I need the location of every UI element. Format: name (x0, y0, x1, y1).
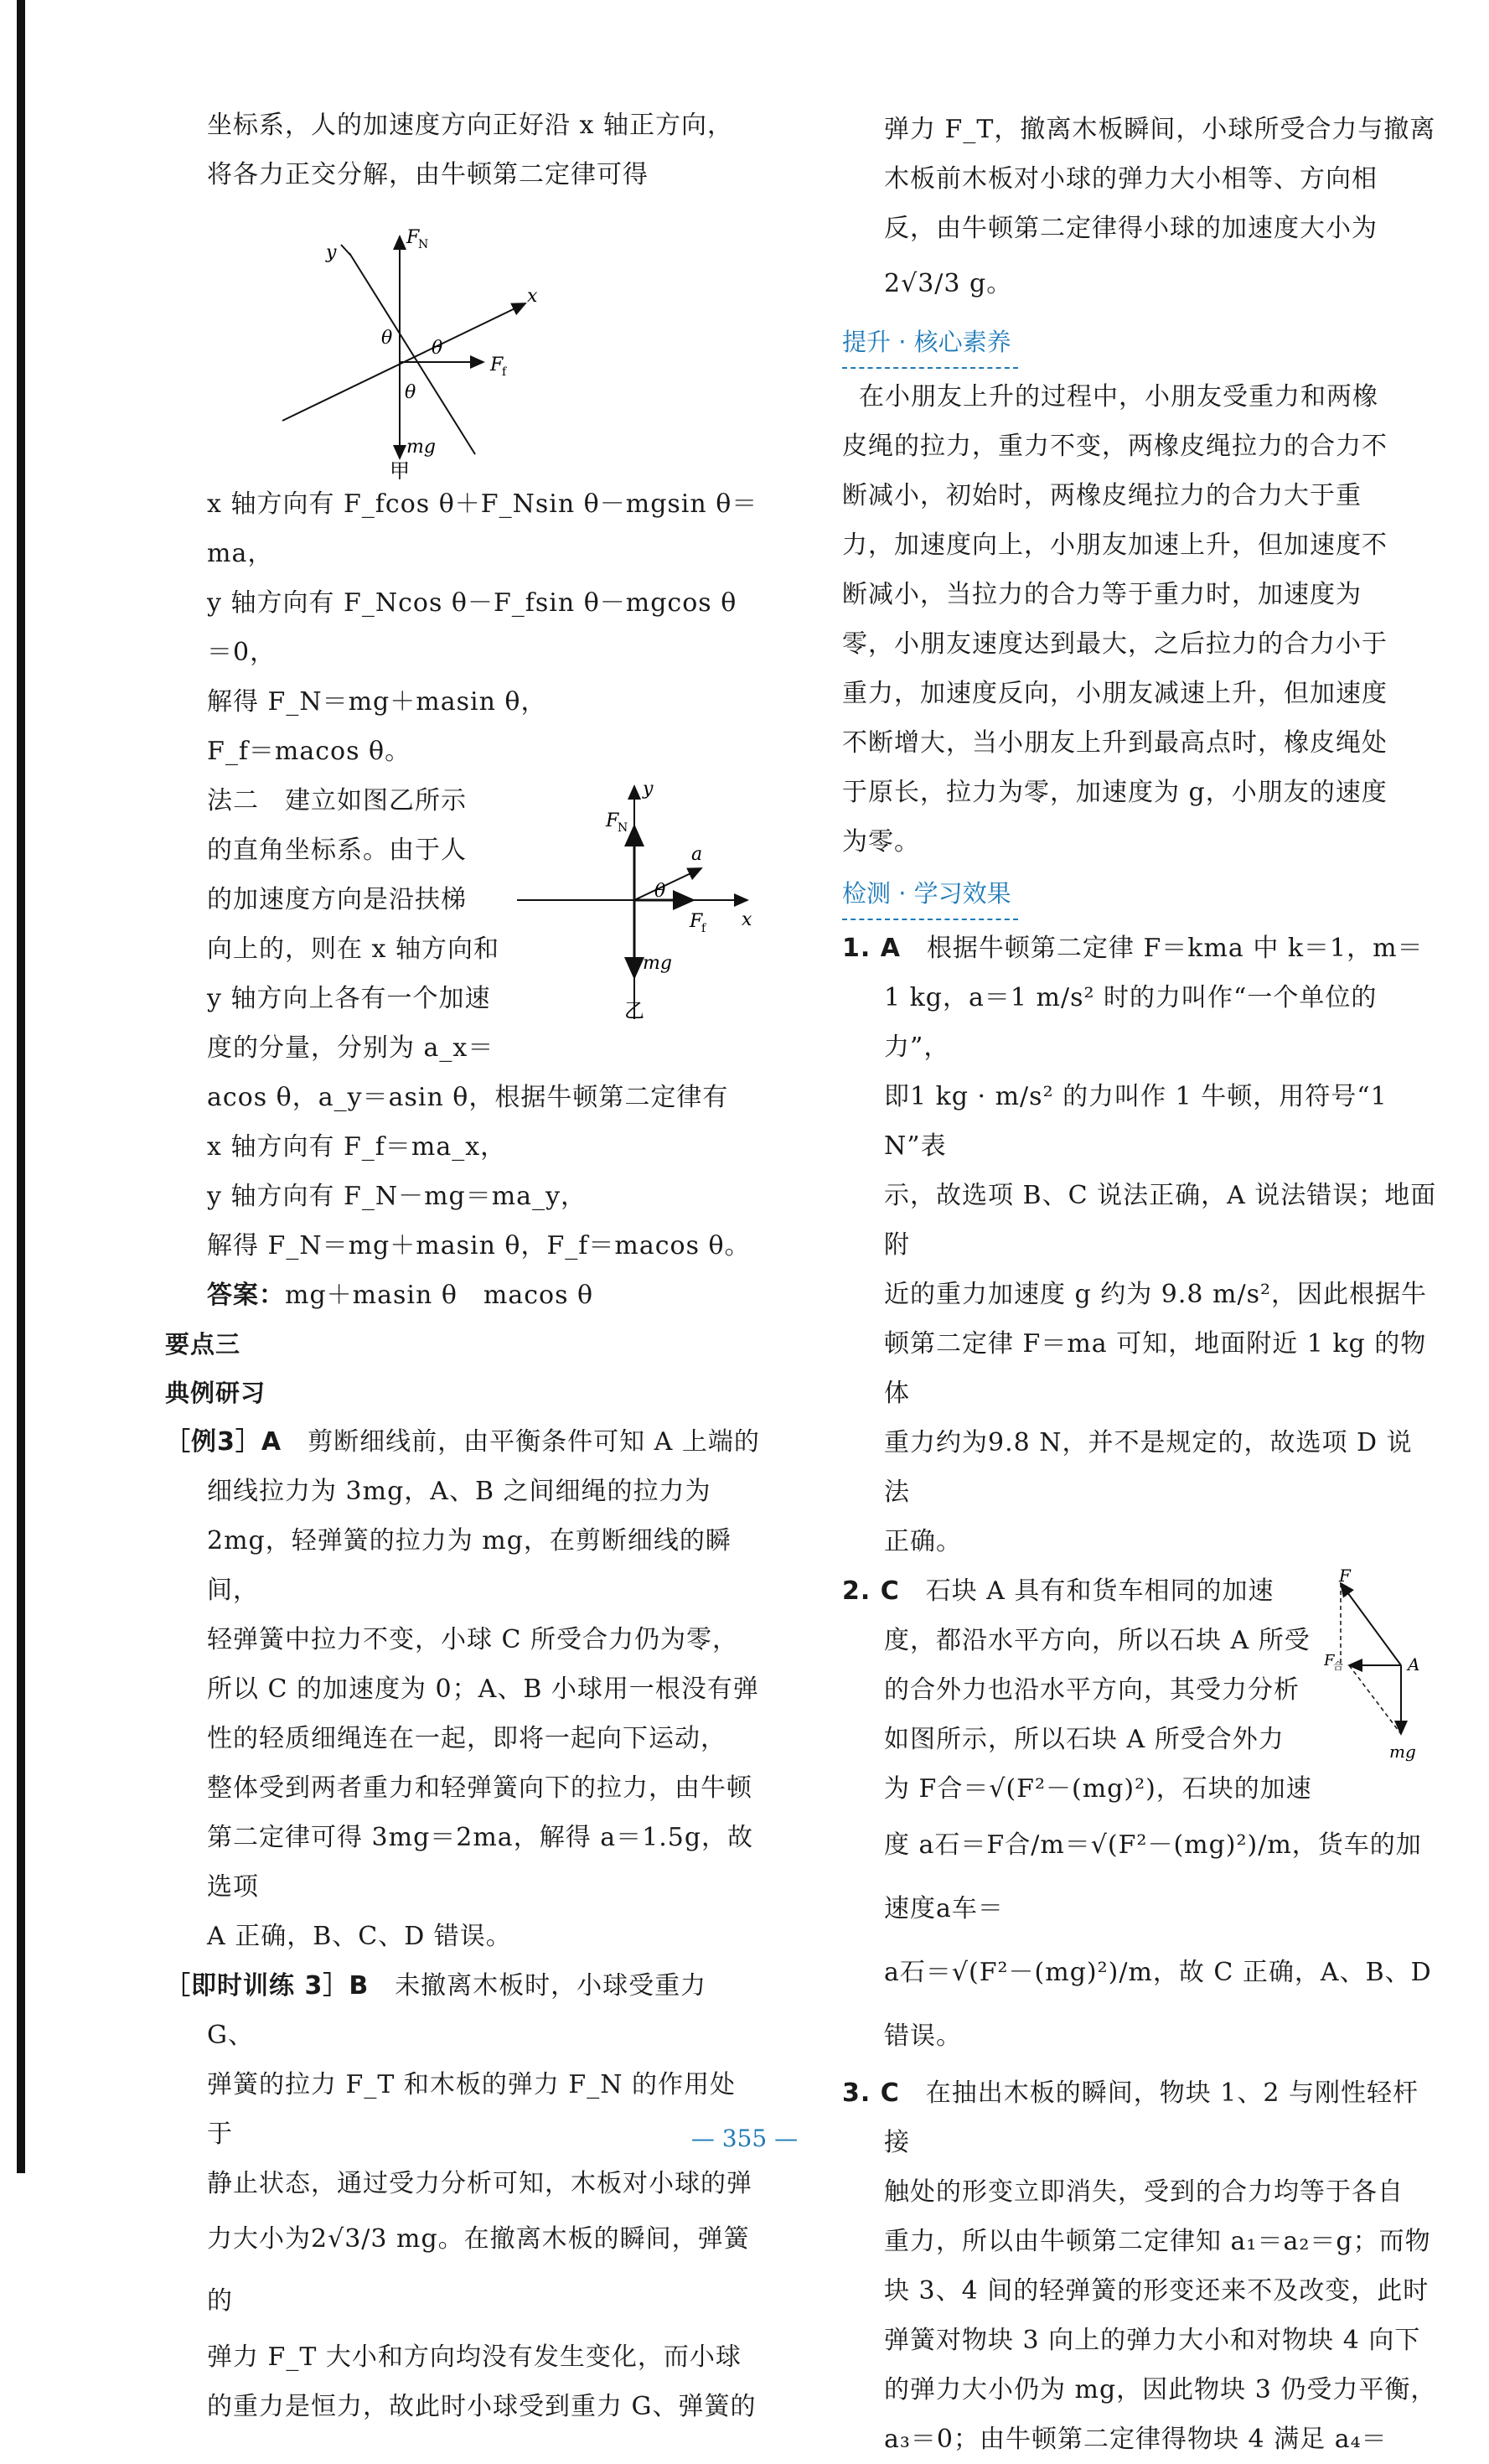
text-line: 在小朋友上升的过程中，小朋友受重力和两橡 (859, 382, 1378, 412)
text-line: 触处的形变立即消失，受到的合力均等于各自 (884, 2177, 1404, 2207)
text-line: 重力，所以由牛顿第二定律知 a₁＝a₂＝g；而物 (884, 2227, 1431, 2256)
text-line: 的合外力也沿水平方向，其受力分析 (884, 1675, 1300, 1705)
axis-y-label: y (643, 779, 654, 800)
theta-label: θ (654, 881, 666, 902)
text-line: 零，小朋友速度达到最大，之后拉力的合力小于 (842, 629, 1388, 659)
text-line: 示，故选项 B、C 说法正确，A 说法错误；地面附 (884, 1181, 1437, 1260)
figure-caption: 乙 (624, 999, 644, 1022)
section-subheading: 典例研习 (165, 1379, 266, 1407)
answer-label: 答案： (207, 1281, 285, 1310)
text-line: 轻弹簧中拉力不变，小球 C 所受合力仍为零， (207, 1625, 739, 1654)
text-line: 剪断细线前，由平衡条件可知 A 上端的 (308, 1427, 760, 1457)
fn-sub: N (618, 821, 628, 835)
axis-x-label: x (527, 286, 538, 307)
text-line: 即1 kg · m/s² 的力叫作 1 牛顿，用符号“1 N”表 (884, 1082, 1388, 1161)
text-line: 重力约为9.8 N，并不是规定的，故选项 D 说法 (884, 1428, 1413, 1507)
f-label: F (1339, 1566, 1351, 1586)
question-2-block (842, 1566, 1437, 1814)
equation-line: 解得 F_N＝mg＋masin θ，F_f＝macos θ。 (207, 1231, 751, 1260)
text-line: 为零。 (842, 827, 920, 857)
text-line: 于原长，拉力为零，加速度为 g，小朋友的速度 (842, 778, 1388, 807)
section-title-core-literacy: 提升 · 核心素养 (842, 317, 1018, 369)
fn-sub: N (418, 238, 429, 251)
text-line: y 轴方向上各有一个加速 (207, 984, 491, 1013)
text-line: 坐标系，人的加速度方向正好沿 x 轴正方向， (207, 111, 733, 140)
left-column (165, 101, 760, 2431)
text-line: 如图所示，所以石块 A 所受合外力 (884, 1725, 1285, 1754)
text-line: 的弹力大小仍为 mg，因此物块 3 仍受力平衡， (884, 2375, 1437, 2404)
ff-label: F (490, 355, 504, 375)
text-line: A 正确，B、C、D 错误。 (207, 1922, 512, 1951)
text-fragment: 力大小为 (207, 2224, 311, 2254)
fraction-text: 2√3/3 mg。在撤离木板的瞬间，弹簧的 (207, 2224, 750, 2316)
equation-line: 解得 F_N＝mg＋masin θ， (207, 687, 547, 717)
text-line: 第二定律可得 3mg＝2ma，解得 a＝1.5g，故选项 (207, 1823, 754, 1902)
text-line: 静止状态，通过受力分析可知，木板对小球的弹 (207, 2169, 752, 2198)
text-line: 性的轻质细绳连在一起，即将一起向下运动， (207, 1724, 726, 1753)
text-line: 弹簧对物块 3 向上的弹力大小和对物块 4 向下 (884, 2326, 1421, 2355)
training-tag: ［即时训练 3］B (165, 1971, 370, 2001)
equation-line: y 轴方向有 F_N－mg＝ma_y， (207, 1182, 587, 1211)
text-line: 度 a石＝F合/m＝√(F²－(mg)²)/m，货车的加速度a车＝ (884, 1830, 1422, 1923)
text-line: 重力，加速度反向，小朋友减速上升，但加速度 (842, 679, 1388, 708)
equation-line: x 轴方向有 F_fcos θ＋F_Nsin θ－mgsin θ＝ma， (207, 489, 758, 568)
text-line: 不断增大，当小朋友上升到最高点时，橡皮绳处 (842, 728, 1388, 758)
text-line (165, 2208, 760, 2332)
text-line: 向上的，则在 x 轴方向和 (207, 934, 499, 964)
ff-label: F (690, 911, 703, 932)
text-line: 正确。 (884, 1527, 962, 1556)
text-line: 木板前木板对小球的弹力大小相等、方向相 (884, 164, 1378, 194)
fhe-label: F (1324, 1652, 1335, 1669)
ff-sub: f (701, 922, 706, 935)
question-tag: 2. C (842, 1576, 900, 1606)
text-line: 近的重力加速度 g 约为 9.8 m/s²，因此根据牛 (884, 1280, 1428, 1309)
figure-caption: 甲 (390, 459, 410, 479)
text-line: 在抽出木板的瞬间，物块 1、2 与刚性轻杆接 (884, 2078, 1419, 2157)
right-column (842, 105, 1437, 2464)
text-line: 法二 建立如图乙所示 (207, 786, 467, 815)
text-line: 2√3/3 g。 (884, 269, 1013, 298)
mg-label: mg (1389, 1742, 1416, 1762)
force-diagram-jia (266, 203, 584, 479)
text-line: 皮绳的拉力，重力不变，两橡皮绳拉力的合力不 (842, 432, 1388, 461)
text-line: 为 F合＝√(F²－(mg)²)，石块的加速 (884, 1774, 1312, 1804)
text-line: 的加速度方向是沿扶梯 (207, 885, 467, 914)
equation-line: x 轴方向有 F_f＝ma_x， (207, 1132, 507, 1162)
text-line: 根据牛顿第二定律 F＝kma 中 k＝1，m＝ (926, 934, 1424, 963)
text-line: 细线拉力为 3mg，A、B 之间细绳的拉力为 (207, 1477, 711, 1506)
fhe-sub: 合 (1333, 1660, 1344, 1672)
method-two-block (165, 776, 760, 1073)
mg-label: mg (643, 953, 672, 974)
text-line: 石块 A 具有和货车相同的加速 (925, 1576, 1274, 1606)
equation-line: y 轴方向有 F_Ncos θ－F_fsin θ－mgcos θ＝0， (207, 588, 737, 667)
equation-line: F_f＝macos θ。 (207, 737, 411, 766)
question-tag: 1. A (842, 934, 901, 963)
axis-y-label: y (326, 242, 337, 263)
text-line: 的直角坐标系。由于人 (207, 836, 467, 865)
text-line: 2mg，轻弹簧的拉力为 mg，在剪断细线的瞬间， (207, 1526, 732, 1605)
left-edge-bar (17, 0, 25, 2173)
text-line: 弹簧的拉力 F_T 和木板的弹力 F_N 的作用处于 (207, 2070, 737, 2149)
section-heading: 要点三 (165, 1330, 241, 1359)
text-line: 所以 C 的加速度为 0；A、B 小球用一根没有弹 (207, 1675, 759, 1704)
example-tag: ［例3］A (165, 1427, 282, 1457)
mg-label: mg (406, 437, 436, 458)
text-line: 度，都沿水平方向，所以石块 A 所受 (884, 1626, 1311, 1655)
question-line (842, 924, 1437, 973)
text-line: a₃＝0；由牛顿第二定律得物块 4 满足 a₄＝ (884, 2425, 1388, 2454)
fn-label: F (606, 810, 619, 831)
question-line (842, 2068, 1437, 2167)
theta-label: θ (432, 338, 443, 359)
text-line: 度的分量，分别为 a_x＝ (207, 1033, 494, 1063)
text-line: 断减小，当拉力的合力等于重力时，加速度为 (842, 580, 1362, 609)
text-line: 未撤离木板时，小球受重力 G、 (207, 1971, 707, 2050)
fn-label: F (406, 227, 420, 248)
theta-label: θ (381, 328, 393, 349)
text-line: 整体受到两者重力和轻弹簧向下的拉力，由牛顿 (207, 1773, 752, 1803)
answer-line (165, 1271, 760, 1320)
a-label: a (691, 844, 703, 865)
answer-value: mg＋masin θ macos θ (285, 1281, 594, 1310)
text-line: 反，由牛顿第二定律得小球的加速度大小为 (884, 214, 1378, 243)
text-line: 将各力正交分解，由牛顿第二定律可得 (207, 160, 649, 189)
example-line (165, 1417, 760, 1467)
text-line: 的重力是恒力，故此时小球受到重力 G、弹簧的 (207, 2392, 757, 2421)
ff-sub: f (502, 365, 507, 379)
text-line: 断减小，初始时，两橡皮绳拉力的合力大于重 (842, 481, 1362, 510)
theta-label: θ (405, 382, 416, 403)
text-line: 弹力 F_T，撤离木板瞬间，小球所受合力与撤离 (884, 115, 1436, 144)
section-title-learning-check: 检测 · 学习效果 (842, 868, 1018, 920)
force-diagram-yi (517, 776, 760, 1028)
page-number: — 355 — (690, 2125, 799, 2152)
force-diagram-q2 (1324, 1566, 1437, 1776)
text-line: 力，加速度向上，小朋友加速上升，但加速度不 (842, 531, 1388, 560)
question-tag: 3. C (842, 2078, 900, 2108)
text-line: acos θ，a_y＝asin θ，根据牛顿第二定律有 (207, 1083, 729, 1112)
axis-x-label: x (742, 909, 752, 930)
text-line: 顿第二定律 F＝ma 可知，地面附近 1 kg 的物体 (884, 1329, 1427, 1408)
text-line: a石＝√(F²－(mg)²)/m，故 C 正确，A、B、D 错误。 (884, 1958, 1432, 2051)
text-line: 弹力 F_T 大小和方向均没有发生变化，而小球 (207, 2342, 742, 2372)
training-line (165, 1961, 760, 2060)
text-line: 块 3、4 间的轻弹簧的形变还来不及改变，此时 (884, 2276, 1430, 2306)
text-line: 1 kg，a＝1 m/s² 时的力叫作“一个单位的力”， (884, 983, 1378, 1062)
point-a-label: A (1408, 1654, 1420, 1675)
